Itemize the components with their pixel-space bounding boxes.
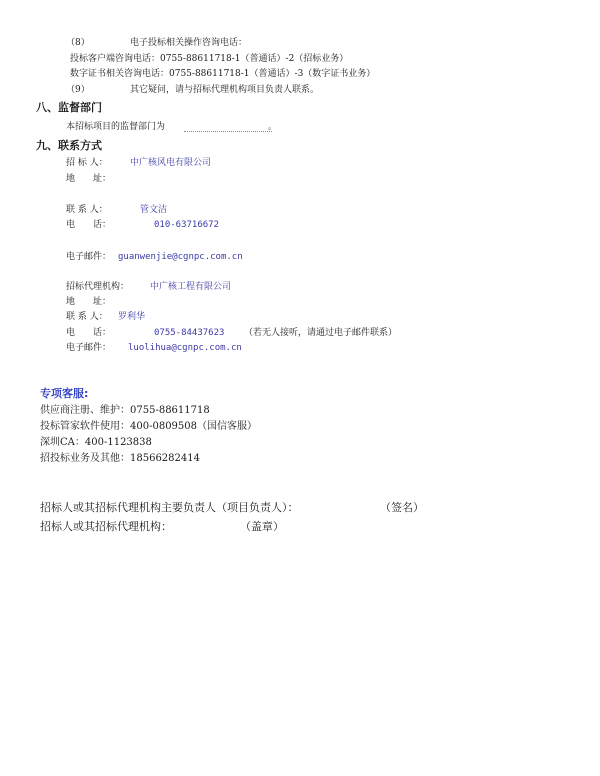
supervision-blank-line [184, 131, 272, 132]
supervision-text: 本招标项目的监督部门为 [66, 122, 166, 132]
tenderer-email[interactable]: guanwenjie@cgnpc.com.cn [118, 252, 243, 262]
tenderer-phone-label: 电 话： [66, 220, 112, 230]
agency-phone: 0755-84437623 [154, 328, 225, 338]
section-9-heading: 九、联系方式 [36, 139, 102, 152]
signature-stamp-line: 招标人或其招标代理机构： [40, 520, 172, 533]
agency-name: 中广核工程有限公司 [150, 282, 232, 292]
cert-consult-line: 数字证书相关咨询电话：0755-88611718-1（普通话）-3（数字证书业务） [70, 69, 376, 79]
tenderer-contact-name: 管文洁 [140, 205, 168, 215]
service-line-software: 投标管家软件使用：400-0809508（国信客服） [40, 421, 258, 432]
tenderer-address-label: 地 址： [66, 174, 112, 184]
agency-phone-note: （若无人接听，请通过电子邮件联系） [244, 328, 398, 338]
tenderer-phone: 010-63716672 [154, 220, 220, 230]
service-line-registration: 供应商注册、维护：0755-88611718 [40, 405, 210, 416]
agency-contact-name: 罗利华 [118, 312, 146, 322]
agency-email-label: 电子邮件： [66, 343, 112, 353]
item-8-number: （8） [66, 38, 90, 48]
supervision-end-mark: 。 [268, 122, 278, 132]
service-title: 专项客服: [40, 387, 89, 400]
item-8-text: 电子投标相关操作咨询电话： [130, 38, 248, 48]
client-consult-line: 投标客户端咨询电话：0755-88611718-1（普通话）-2（招标业务） [70, 54, 349, 64]
agency-address-label: 地 址： [66, 297, 112, 307]
tenderer-name: 中广核风电有限公司 [130, 158, 212, 168]
signature-responsible-line: 招标人或其招标代理机构主要负责人（项目负责人）： [40, 501, 299, 514]
service-line-ca: 深圳CA：400-1123838 [40, 437, 152, 448]
signature-stamp-mark: （盖章） [240, 520, 284, 533]
agency-contact-label: 联 系 人： [66, 312, 108, 322]
signature-sign-mark: （签名） [380, 501, 424, 514]
tenderer-label: 招 标 人： [66, 158, 108, 168]
tenderer-contact-label: 联 系 人： [66, 205, 108, 215]
agency-phone-label: 电 话： [66, 328, 112, 338]
section-8-heading: 八、监督部门 [36, 101, 102, 114]
tenderer-email-label: 电子邮件： [66, 252, 112, 262]
service-line-other: 招投标业务及其他：18566282414 [40, 453, 200, 464]
agency-email[interactable]: luolihua@cgnpc.com.cn [128, 343, 242, 353]
item-9-number: （9） [66, 85, 90, 95]
agency-label: 招标代理机构： [66, 282, 130, 292]
item-9-text: 其它疑问，请与招标代理机构项目负责人联系。 [130, 85, 320, 95]
